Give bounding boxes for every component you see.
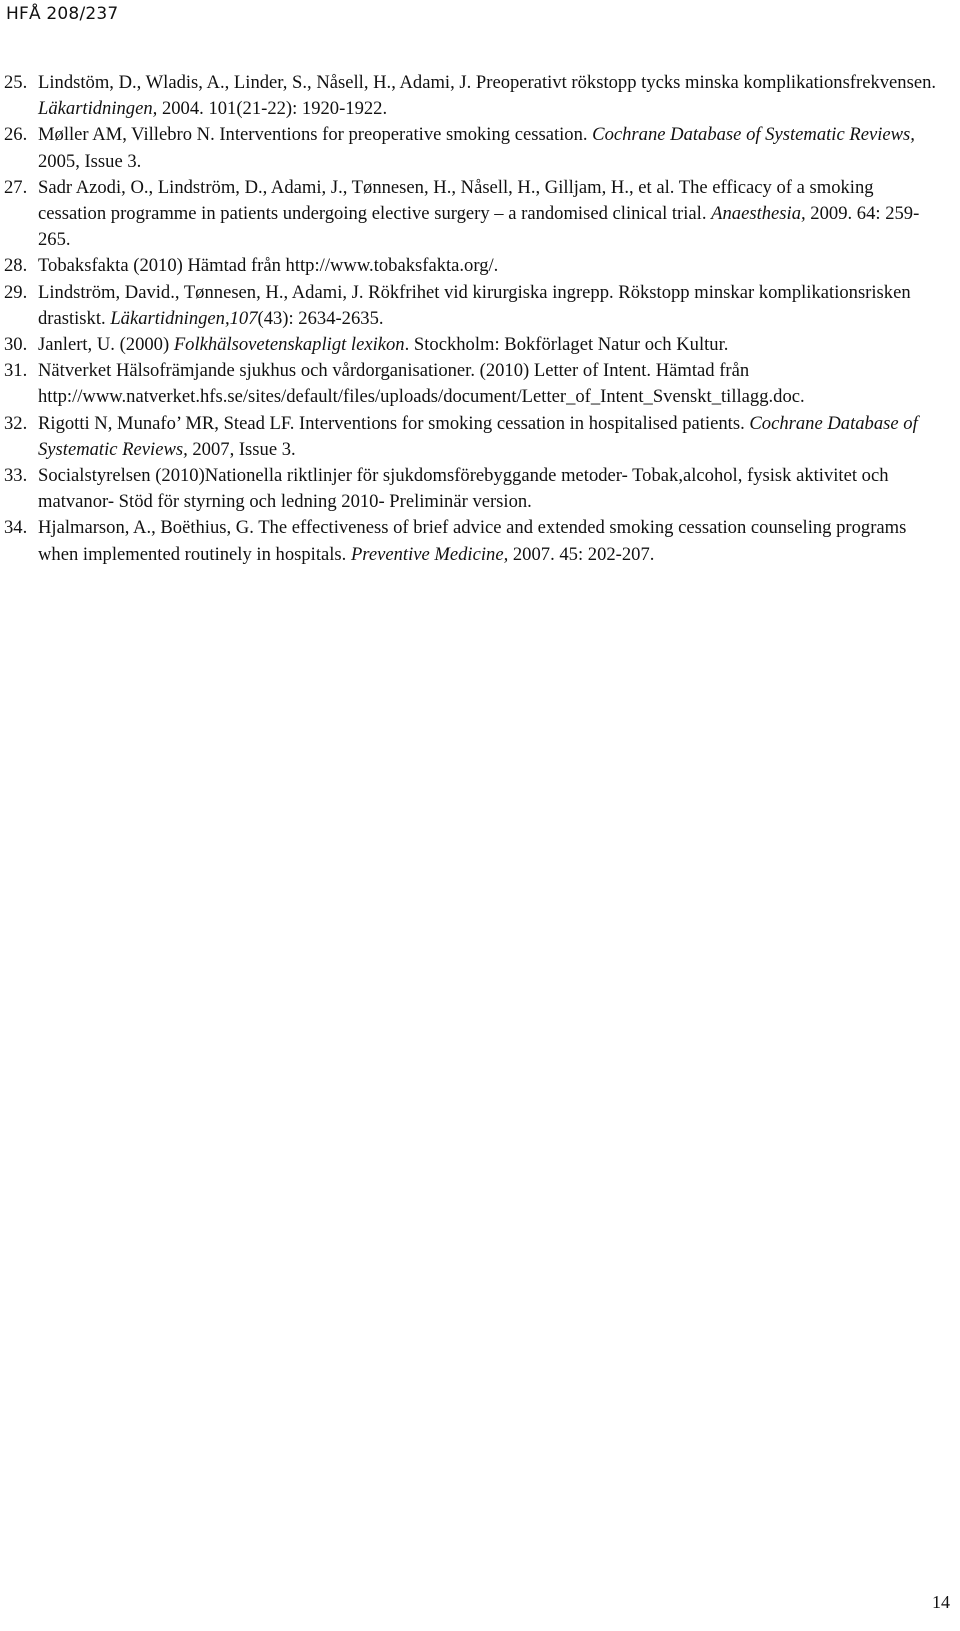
reference-text-segment: 2009. 64: 259-265. (38, 203, 920, 251)
reference-source-italic: Läkartidningen,107 (110, 307, 258, 329)
reference-number: 34. (4, 517, 28, 539)
reference-source-italic: Preventive Medicine, (350, 543, 509, 565)
reference-text-segment: 2007. 45: 202-207. (508, 543, 655, 565)
reference-source-italic: Läkartidningen, (38, 98, 158, 120)
reference-text (38, 411, 940, 463)
reference-text (38, 122, 940, 174)
reference-text-segment: Rigotti N, Munafo’ MR, Stead LF. Interventions for smoking cessation in hospitalised patients. (38, 412, 750, 434)
reference-text-segment: Lindstöm, D., Wladis, A., Linder, S., Nåsell, H., Adami, J. Preoperativt rökstopp tycks minska komplikationsfrekvensen. (38, 72, 937, 93)
reference-item (0, 122, 940, 174)
reference-source-italic: Anaesthesia, (711, 203, 806, 225)
reference-text-segment: 2007, Issue 3. (187, 438, 296, 460)
reference-source-italic: Cochrane Database of Systematic Reviews, (38, 412, 918, 460)
reference-text (38, 332, 940, 358)
reference-url: http://www.natverket.hfs.se/sites/default/files/uploads/document/Letter_of_Intent_Svenskt_tillagg.doc. (38, 386, 805, 408)
reference-text-segment: . Stockholm: Bokförlaget Natur och Kultur. (404, 334, 729, 356)
reference-number: 31. (4, 360, 28, 382)
reference-item (0, 358, 940, 410)
reference-number: 32. (4, 412, 28, 434)
reference-number: 26. (4, 124, 28, 146)
reference-item (0, 253, 940, 279)
reference-text-segment: Nätverket Hälsofrämjande sjukhus och vårdorganisationer. (2010) Letter of Intent. Hämtad från (38, 360, 750, 382)
reference-source-italic: Folkhälsovetenskapligt lexikon (173, 334, 405, 356)
reference-item (0, 332, 940, 358)
reference-number: 30. (4, 334, 28, 356)
reference-text-segment: Møller AM, Villebro N. Interventions for preoperative smoking cessation. (38, 124, 593, 146)
reference-text (38, 253, 940, 279)
reference-list (0, 70, 940, 568)
reference-item (0, 515, 940, 567)
reference-number: 29. (4, 281, 28, 303)
document-id-header: HFÅ 208/237 (6, 4, 119, 24)
reference-item (0, 175, 940, 254)
reference-item (0, 411, 940, 463)
reference-text-segment: 2004. 101(21-22): 1920-1922. (157, 98, 388, 120)
reference-item (0, 463, 940, 515)
reference-text-segment: Janlert, U. (2000) (38, 334, 174, 356)
reference-text-segment: Sadr Azodi, O., Lindström, D., Adami, J., Tønnesen, H., Nåsell, H., Gilljam, H., et al. The efficacy of a smoking cessation programme in patients undergoing elective surgery – a randomised clinical trial. (38, 176, 874, 225)
reference-source-italic: Cochrane Database of Systematic Reviews, (592, 124, 915, 146)
reference-text-segment: Tobaksfakta (2010) Hämtad från http://www.tobaksfakta.org/. (38, 255, 499, 277)
reference-text-segment: Lindström, David., Tønnesen, H., Adami, J. Rökfrihet vid kirurgiska ingrepp. Rökstopp minskar komplikationsrisken drastiskt. (38, 281, 911, 329)
reference-text-segment: 2005, Issue 3. (38, 150, 142, 172)
reference-text (38, 70, 940, 122)
reference-text (38, 175, 940, 254)
reference-item (0, 70, 940, 122)
reference-text-segment: Hjalmarson, A., Boëthius, G. The effectiveness of brief advice and extended smoking cessation counseling programs when implemented routinely in hospitals. (38, 517, 907, 565)
reference-text-segment: (43): 2634-2635. (257, 307, 384, 329)
reference-text (38, 463, 940, 515)
reference-text (38, 358, 940, 410)
reference-text (38, 280, 940, 332)
reference-item (0, 280, 940, 332)
reference-text (38, 515, 940, 567)
reference-number: 25. (4, 72, 28, 93)
reference-text-segment: Socialstyrelsen (2010)Nationella riktlinjer för sjukdomsförebyggande metoder- Tobak,alcohol, fysisk aktivitet och matvanor- Stöd för styrning och ledning 2010- Preliminär version. (38, 465, 889, 513)
reference-number: 33. (4, 465, 28, 487)
page-number: 14 (932, 1592, 950, 1612)
reference-number: 28. (4, 255, 28, 277)
reference-number: 27. (4, 176, 28, 198)
